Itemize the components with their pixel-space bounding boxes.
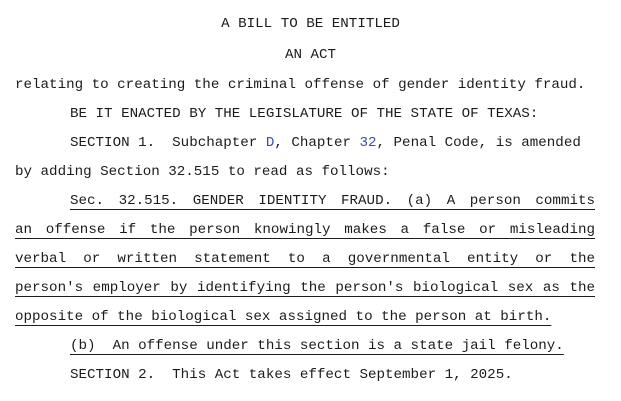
new-section-line: verbal or written statement to a governmental entity or the xyxy=(15,251,595,267)
section-1-line-2: by adding Section 32.515 to read as follows: xyxy=(15,164,390,180)
act-heading: AN ACT xyxy=(284,47,337,63)
section-2: SECTION 2. This Act takes effect September 1, 2025. xyxy=(70,367,513,383)
subsection-b-text: (b) An offense under this section is a state jail felony. xyxy=(70,338,564,354)
section-1-text: SECTION 1. Subchapter xyxy=(70,135,266,151)
new-section-line: person's employer by identifying the person's biological sex as the xyxy=(15,280,595,296)
new-section-line-last xyxy=(15,305,615,329)
chapter-reference[interactable]: 32 xyxy=(359,135,377,151)
section-1-text: , Penal Code, is amended xyxy=(376,135,581,151)
new-section-line: Sec. 32.515. GENDER IDENTITY FRAUD. (a) A person commits xyxy=(70,193,595,209)
bill-heading: A BILL TO BE ENTITLED xyxy=(221,16,400,32)
section-1-line-1 xyxy=(70,131,610,155)
subchapter-reference[interactable]: D xyxy=(265,135,275,151)
subsection-b xyxy=(70,334,610,358)
section-1-text: , Chapter xyxy=(274,135,360,151)
bill-caption: relating to creating the criminal offense of gender identity fraud. xyxy=(15,77,586,93)
enacting-clause: BE IT ENACTED BY THE LEGISLATURE OF THE STATE OF TEXAS: xyxy=(70,106,539,122)
new-section-text: opposite of the biological sex assigned to the person at birth. xyxy=(15,309,552,325)
new-section-line: an offense if the person knowingly makes a false or misleading xyxy=(15,222,595,238)
